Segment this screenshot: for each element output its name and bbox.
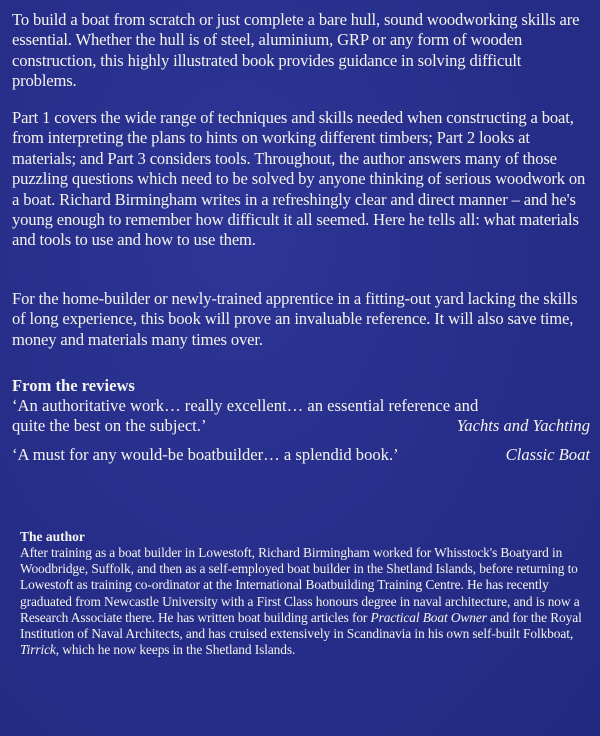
- review-quote-2: [12, 445, 590, 465]
- author-bio: [20, 545, 592, 658]
- author-bio-part2: and for the Royal Institution of Naval Architects, and has cruised extensively in Scandinavia in his own self-built Folkboat,: [20, 609, 582, 642]
- author-heading: The author: [20, 529, 85, 544]
- review-quote-1-line2: quite the best on the subject.’: [12, 416, 207, 436]
- parts-paragraph: Part 1 covers the wide range of techniques and skills needed when constructing a boat, from interpreting the plans to hints on working different timbers; Part 2 looks at materials; and Part 3 considers tools. Throughout, the author answers many of those puzzling questions which need to be solved by anyone thinking of serious woodwork on a boat. Richard Birmingham writes in a refreshingly clear and direct manner – and he's young enough to remember how difficult it all seemed. Here he tells all: what materials and tools to use and how to use them.: [12, 108, 586, 250]
- review-quote-2-text: ‘A must for any would-be boatbuilder… a splendid book.’: [12, 444, 399, 464]
- reviews-section: [12, 376, 590, 465]
- author-section: [20, 529, 592, 658]
- review-quote-1-source: Yachts and Yachting: [456, 416, 590, 436]
- audience-paragraph: For the home-builder or newly-trained apprentice in a fitting-out yard lacking the skills of long experience, this book will prove an invaluable reference. It will also save time, money and materials many times over.: [12, 289, 578, 349]
- intro-paragraph: To build a boat from scratch or just complete a bare hull, sound woodworking skills are essential. Whether the hull is of steel, aluminium, GRP or any form of wooden construction, this highly illustrated book provides guidance in solving difficult problems.: [12, 10, 580, 91]
- author-bio-part1: After training as a boat builder in Lowestoft, Richard Birmingham worked for Whisstock's Boatyard in Woodbridge, Suffolk, and then as a self-employed boat builder in the Shetland Islands, before returning to Lowestoft as training co-ordinator at the International Boatbuilding Training Centre. He has recently graduated from Newcastle University with a First Class honours degree in naval architecture, and is now a Research Associate there. He has written boat building articles for: [20, 545, 580, 625]
- author-bio-publication: Practical Boat Owner: [370, 609, 487, 625]
- review-quote-1: [12, 396, 590, 437]
- reviews-heading: From the reviews: [12, 376, 135, 395]
- author-bio-boat: Tirrick: [20, 642, 56, 658]
- review-quote-1-line1: ‘An authoritative work… really excellent… an essential reference and: [12, 396, 479, 415]
- author-bio-part3: , which he now keeps in the Shetland Islands.: [55, 642, 296, 658]
- review-quote-2-source: Classic Boat: [505, 444, 590, 464]
